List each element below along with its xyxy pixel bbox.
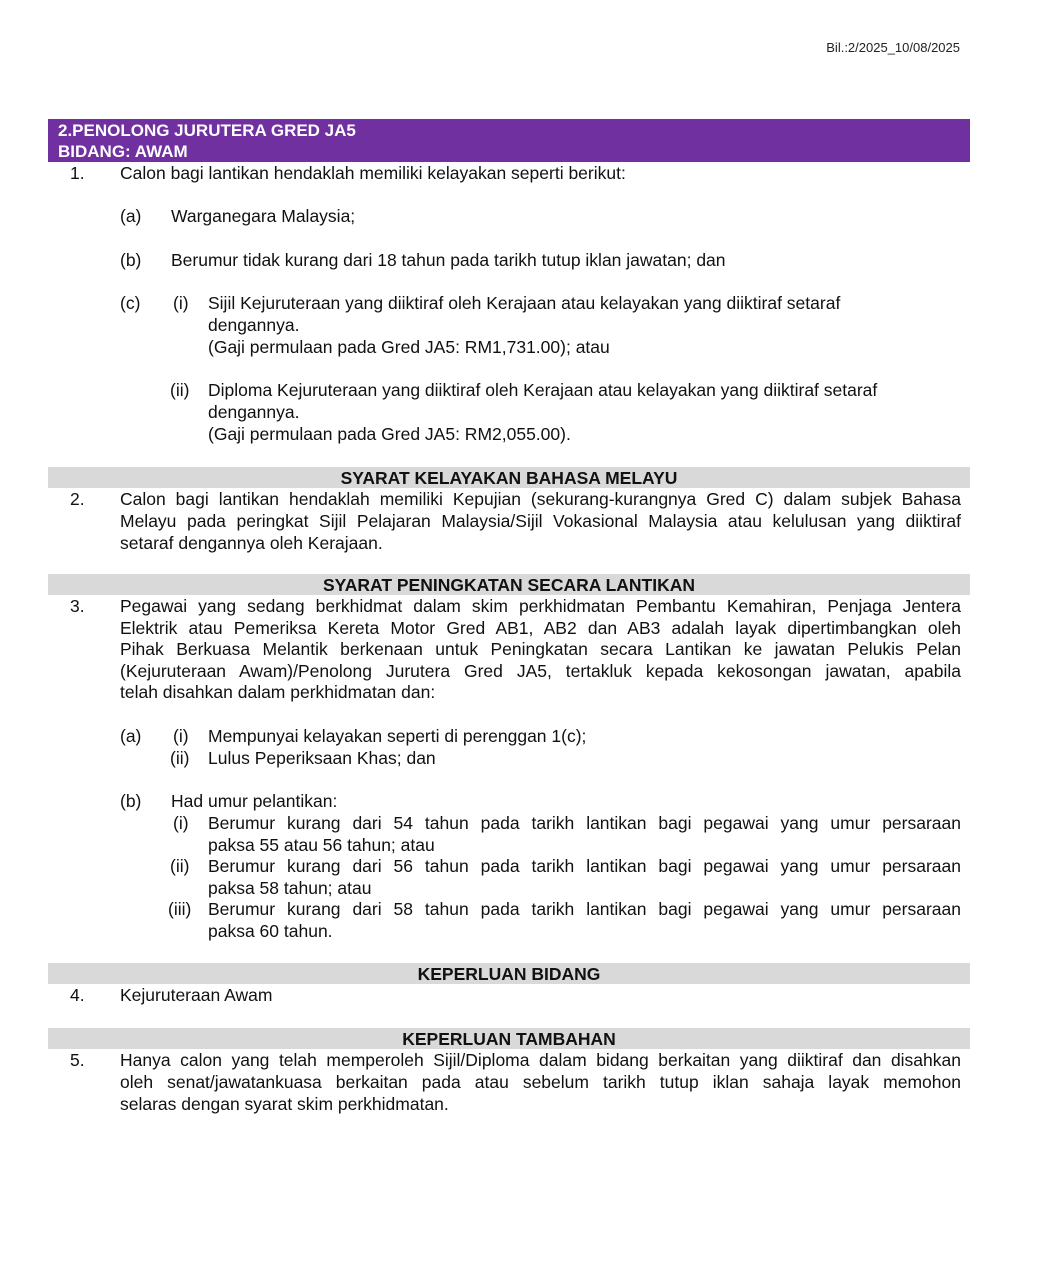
- sub-label: (b): [120, 250, 142, 270]
- item-text: selaras dengan syarat skim perkhidmatan.: [120, 1094, 449, 1114]
- item-text: setaraf dengannya oleh Kerajaan.: [120, 533, 383, 553]
- qualification-text: Diploma Kejuruteraan yang diiktiraf oleh Kerajaan atau kelayakan yang diiktiraf setaraf: [208, 380, 878, 400]
- sub-label: (a): [120, 206, 142, 226]
- age-limit-text: paksa 55 atau 56 tahun; atau: [208, 835, 435, 855]
- field-title: BIDANG: AWAM: [58, 142, 188, 161]
- section-heading: KEPERLUAN TAMBAHAN: [48, 1028, 970, 1049]
- roman-label: (ii): [170, 748, 190, 768]
- sub-text: Had umur pelantikan:: [171, 791, 338, 811]
- sub-label: (a): [120, 726, 142, 746]
- item-text: Hanya calon yang telah memperoleh Sijil/Diploma dalam bidang berkaitan yang diiktiraf dan disahkan: [120, 1050, 961, 1070]
- age-limit-text: Berumur kurang dari 58 tahun pada tarikh lantikan bagi pegawai yang umur persaraan: [208, 899, 961, 919]
- sub-label: (c): [120, 293, 141, 313]
- item-text: Kejuruteraan Awam: [120, 985, 273, 1005]
- salary-text: (Gaji permulaan pada Gred JA5: RM2,055.00).: [208, 424, 571, 444]
- item-text: Pegawai yang sedang berkhidmat dalam skim perkhidmatan Pembantu Kemahiran, Penjaga Jentera: [120, 596, 961, 616]
- position-title-bar: [48, 119, 970, 162]
- qualification-text: Sijil Kejuruteraan yang diiktiraf oleh Kerajaan atau kelayakan yang diiktiraf setaraf: [208, 293, 841, 313]
- item-text: Melayu pada peringkat Sijil Pelajaran Malaysia/Sijil Vokasional Malaysia atau kelulusan yang diiktiraf: [120, 511, 961, 531]
- age-limit-text: Berumur kurang dari 56 tahun pada tarikh lantikan bagi pegawai yang umur persaraan: [208, 856, 961, 876]
- age-limit-text: paksa 58 tahun; atau: [208, 878, 372, 898]
- section-heading: SYARAT KELAYAKAN BAHASA MELAYU: [48, 467, 970, 488]
- item-number: 1.: [70, 163, 85, 183]
- reference-number: Bil.:2/2025_10/08/2025: [826, 40, 960, 55]
- item-text: Calon bagi lantikan hendaklah memiliki kelayakan seperti berikut:: [120, 163, 626, 183]
- condition-text: Mempunyai kelayakan seperti di perenggan 1(c);: [208, 726, 587, 746]
- item-text: Elektrik atau Pemeriksa Kereta Motor Gred AB1, AB2 dan AB3 adalah layak dipertimbangkan oleh: [120, 618, 961, 638]
- section-heading: SYARAT PENINGKATAN SECARA LANTIKAN: [48, 574, 970, 595]
- section-heading: KEPERLUAN BIDANG: [48, 963, 970, 984]
- item-text: telah disahkan dalam perkhidmatan dan:: [120, 682, 436, 702]
- sub-text: Warganegara Malaysia;: [171, 206, 356, 226]
- age-limit-text: Berumur kurang dari 54 tahun pada tarikh lantikan bagi pegawai yang umur persaraan: [208, 813, 961, 833]
- roman-label: (ii): [170, 856, 190, 876]
- roman-label: (i): [173, 726, 189, 746]
- age-limit-text: paksa 60 tahun.: [208, 921, 333, 941]
- condition-text: Lulus Peperiksaan Khas; dan: [208, 748, 436, 768]
- item-number: 4.: [70, 985, 85, 1005]
- qualification-text: dengannya.: [208, 315, 300, 335]
- item-number: 5.: [70, 1050, 85, 1070]
- qualification-text: dengannya.: [208, 402, 300, 422]
- position-title: 2.PENOLONG JURUTERA GRED JA5: [58, 121, 356, 140]
- item-number: 2.: [70, 489, 85, 509]
- item-text: (Kejuruteraan Awam)/Penolong Jurutera Gred JA5, tertakluk kepada kekosongan jawatan, apabila: [120, 661, 961, 681]
- roman-label: (ii): [170, 380, 190, 400]
- roman-label: (i): [173, 293, 189, 313]
- item-text: Pihak Berkuasa Melantik berkenaan untuk Peningkatan secara Lantikan ke jawatan Pelukis Pelan: [120, 639, 961, 659]
- sub-label: (b): [120, 791, 142, 811]
- salary-text: (Gaji permulaan pada Gred JA5: RM1,731.00); atau: [208, 337, 610, 357]
- roman-label: (iii): [168, 899, 192, 919]
- roman-label: (i): [173, 813, 189, 833]
- item-text: oleh senat/jawatankuasa berkaitan pada atau sebelum tarikh tutup iklan sahaja layak memohon: [120, 1072, 961, 1092]
- item-number: 3.: [70, 596, 85, 616]
- sub-text: Berumur tidak kurang dari 18 tahun pada tarikh tutup iklan jawatan; dan: [171, 250, 726, 270]
- item-text: Calon bagi lantikan hendaklah memiliki Kepujian (sekurang-kurangnya Gred C) dalam subjek Bahasa: [120, 489, 961, 509]
